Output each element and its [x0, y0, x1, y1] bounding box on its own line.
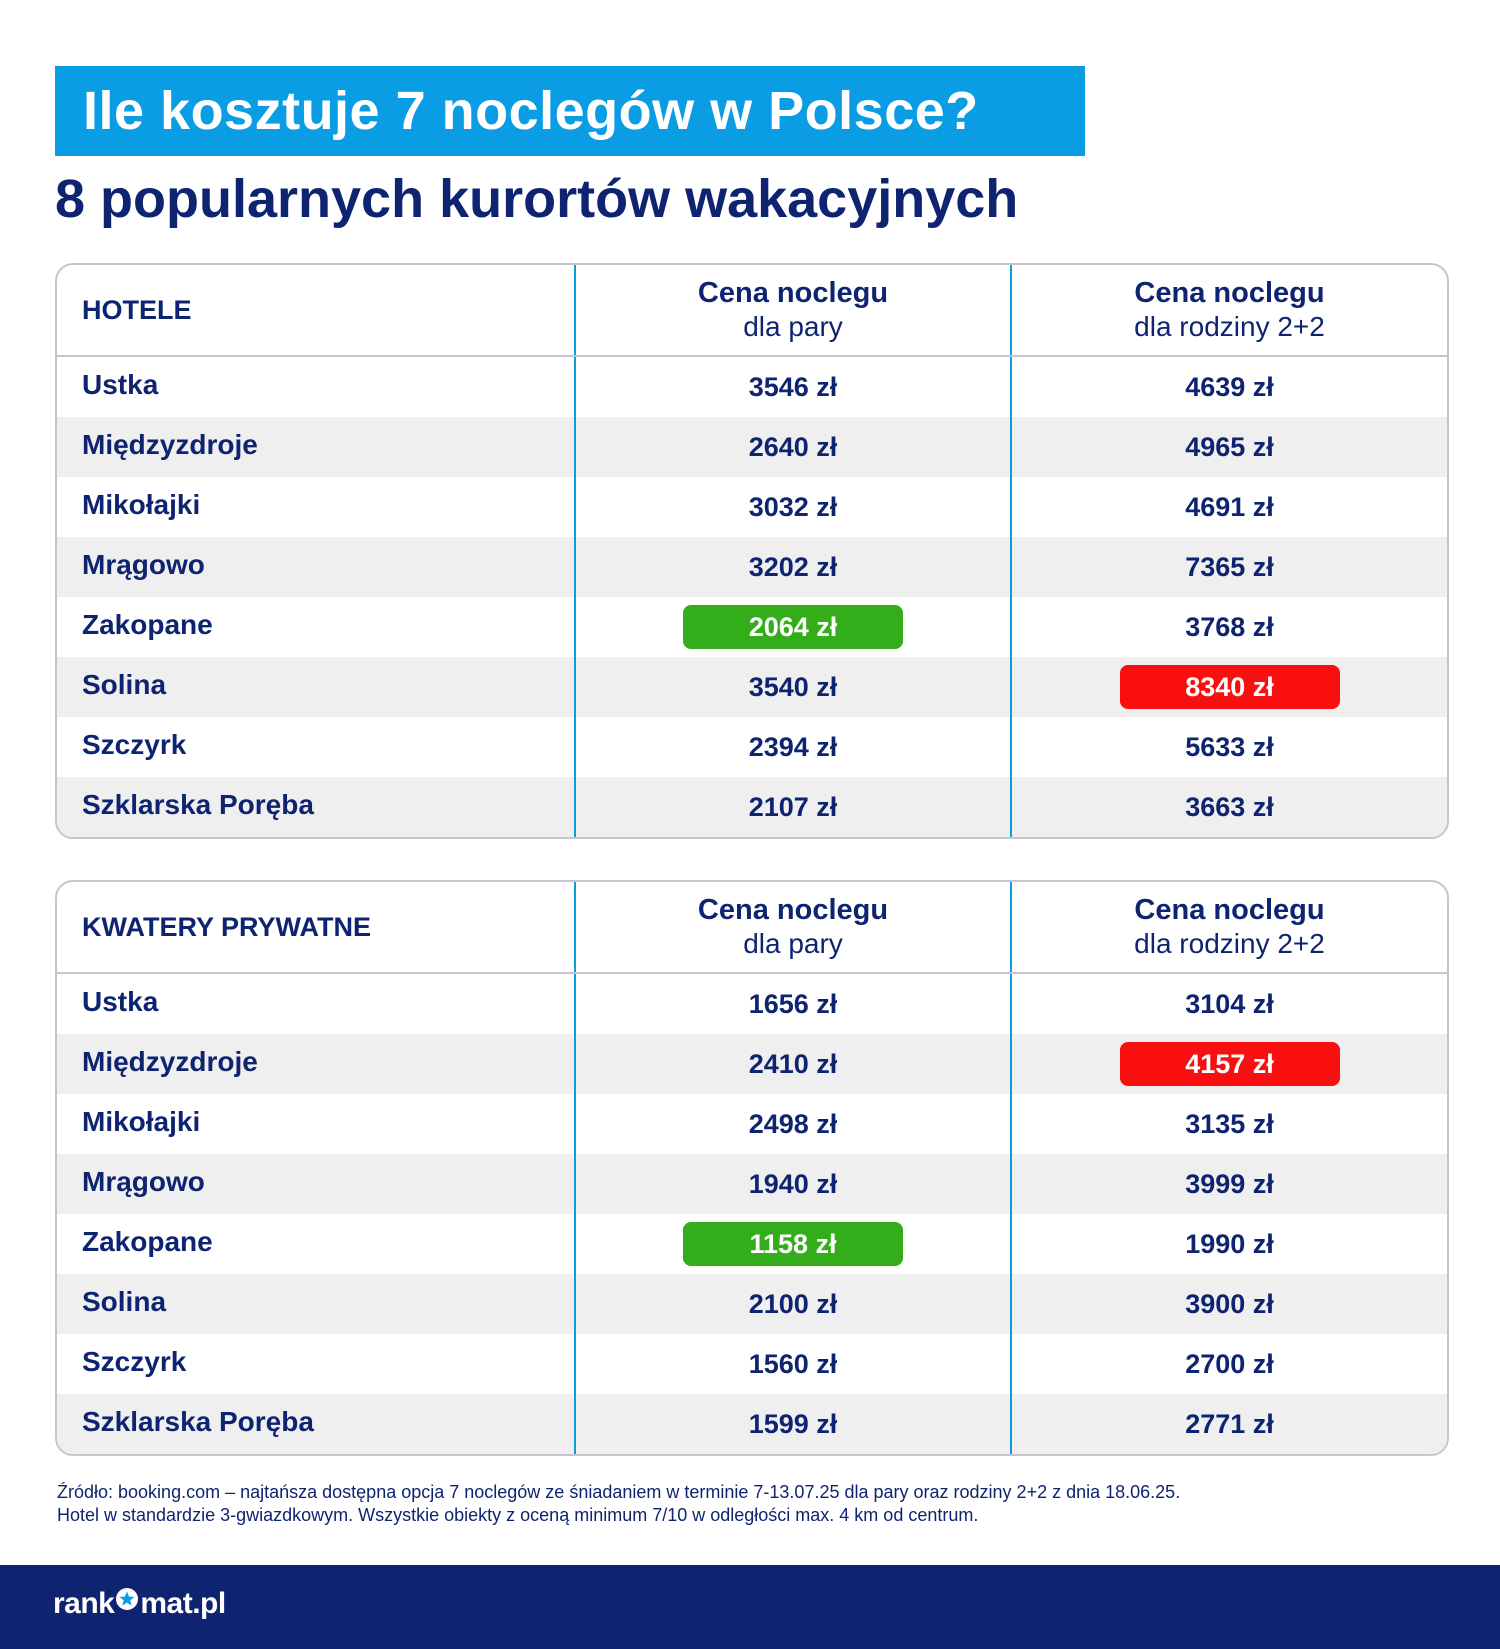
- column-header-pair: [574, 882, 1010, 972]
- price-pair: 1599 zł: [748, 1409, 838, 1439]
- city-name: Zakopane: [82, 609, 213, 640]
- city-name: Szklarska Poręba: [82, 789, 314, 820]
- category-label: KWATERY PRYWATNE: [82, 911, 372, 942]
- price-family: 3104 zł: [1185, 989, 1274, 1019]
- price-family-highest-badge: 8340 zł: [1120, 665, 1340, 709]
- price-pair-lowest-badge: 1158 zł: [683, 1222, 903, 1266]
- private-rooms-table: [55, 880, 1449, 1456]
- source-note: [57, 1481, 1180, 1527]
- table-row: [57, 777, 1447, 837]
- city-name: Mrągowo: [82, 549, 205, 580]
- price-pair: 2410 zł: [748, 1049, 838, 1079]
- column-header-pair: [574, 265, 1010, 355]
- price-pair: 2107 zł: [748, 792, 838, 822]
- price-family: 4965 zł: [1185, 432, 1274, 462]
- title-banner: [55, 66, 1085, 156]
- city-name: Szczyrk: [82, 1346, 187, 1377]
- source-note-line: Źródło: booking.com – najtańsza dostępna opcja 7 noclegów ze śniadaniem w terminie 7-13.07.25 dla pary oraz rodziny 2+2 z dnia 18.06.25.: [57, 1482, 1181, 1502]
- price-family: 3663 zł: [1185, 792, 1274, 822]
- price-pair: 1656 zł: [748, 989, 838, 1019]
- city-name: Mrągowo: [82, 1166, 205, 1197]
- column-header-family-title: Cena noclegu: [1134, 894, 1325, 926]
- price-family: 3999 zł: [1185, 1169, 1274, 1199]
- city-name: Ustka: [82, 369, 159, 400]
- table-row: [57, 1394, 1447, 1454]
- price-family: 2771 zł: [1185, 1409, 1274, 1439]
- city-name: Solina: [82, 1286, 167, 1317]
- city-name: Zakopane: [82, 1226, 213, 1257]
- footer-bar: [0, 1565, 1500, 1649]
- table-row: [57, 657, 1447, 717]
- table-row: [57, 1274, 1447, 1334]
- source-note-line: Hotel w standardzie 3-gwiazdkowym. Wszystkie obiekty z oceną minimum 7/10 w odległości max. 4 km od centrum.: [57, 1505, 979, 1525]
- city-name: Ustka: [82, 986, 159, 1017]
- table-header: [57, 265, 1447, 357]
- price-family: 4691 zł: [1185, 492, 1274, 522]
- price-family-highest-badge: 4157 zł: [1120, 1042, 1340, 1086]
- star-icon: [115, 1585, 139, 1619]
- city-name: Szczyrk: [82, 729, 187, 760]
- column-header-family: [1010, 882, 1447, 972]
- table-row: [57, 1334, 1447, 1394]
- city-name: Międzyzdroje: [82, 429, 258, 460]
- table-row: [57, 417, 1447, 477]
- column-header-pair-subtitle: dla pary: [743, 311, 843, 342]
- table-row: [57, 1154, 1447, 1214]
- price-pair: 3032 zł: [748, 492, 838, 522]
- city-name: Międzyzdroje: [82, 1046, 258, 1077]
- column-header-pair-title: Cena noclegu: [697, 277, 889, 309]
- column-header-pair-title: Cena noclegu: [697, 894, 889, 926]
- brand-logo: [53, 1587, 226, 1621]
- price-pair: 2640 zł: [748, 432, 838, 462]
- price-family: 7365 zł: [1185, 552, 1274, 582]
- price-family: 1990 zł: [1185, 1229, 1274, 1259]
- table-row: [57, 1034, 1447, 1094]
- price-family: 3135 zł: [1185, 1109, 1274, 1139]
- table-row: [57, 537, 1447, 597]
- price-pair: 1940 zł: [748, 1169, 838, 1199]
- table-row: [57, 1214, 1447, 1274]
- price-pair: 2100 zł: [748, 1289, 838, 1319]
- city-name: Szklarska Poręba: [82, 1406, 314, 1437]
- category-label: HOTELE: [82, 294, 192, 325]
- city-name: Solina: [82, 669, 167, 700]
- price-pair: 2394 zł: [748, 732, 838, 762]
- price-family: 2700 zł: [1185, 1349, 1274, 1379]
- column-header-family: [1010, 265, 1447, 355]
- price-pair-lowest-badge: 2064 zł: [683, 605, 903, 649]
- column-header-family-subtitle: dla rodziny 2+2: [1134, 311, 1325, 342]
- logo-text-start: rank: [53, 1587, 115, 1620]
- price-pair: 3202 zł: [748, 552, 838, 582]
- page-subtitle: 8 popularnych kurortów wakacyjnych: [55, 169, 1019, 229]
- hotels-table: [55, 263, 1449, 839]
- table-header: [57, 882, 1447, 974]
- price-family: 5633 zł: [1185, 732, 1274, 762]
- table-row: [57, 597, 1447, 657]
- table-row: [57, 357, 1447, 417]
- table-row: [57, 1094, 1447, 1154]
- price-pair: 3540 zł: [748, 672, 838, 702]
- column-header-family-title: Cena noclegu: [1134, 277, 1325, 309]
- price-pair: 3546 zł: [748, 372, 838, 402]
- page-title: Ile kosztuje 7 noclegów w Polsce?: [83, 81, 979, 141]
- column-header-pair-subtitle: dla pary: [743, 928, 843, 959]
- column-header-family-subtitle: dla rodziny 2+2: [1134, 928, 1325, 959]
- table-row: [57, 477, 1447, 537]
- price-family: 3900 zł: [1185, 1289, 1274, 1319]
- price-pair: 2498 zł: [748, 1109, 838, 1139]
- logo-text-end: mat.pl: [140, 1587, 226, 1620]
- table-row: [57, 717, 1447, 777]
- price-family: 4639 zł: [1185, 372, 1274, 402]
- table-row: [57, 974, 1447, 1034]
- price-family: 3768 zł: [1185, 612, 1274, 642]
- price-pair: 1560 zł: [748, 1349, 838, 1379]
- city-name: Mikołajki: [82, 1106, 201, 1137]
- city-name: Mikołajki: [82, 489, 201, 520]
